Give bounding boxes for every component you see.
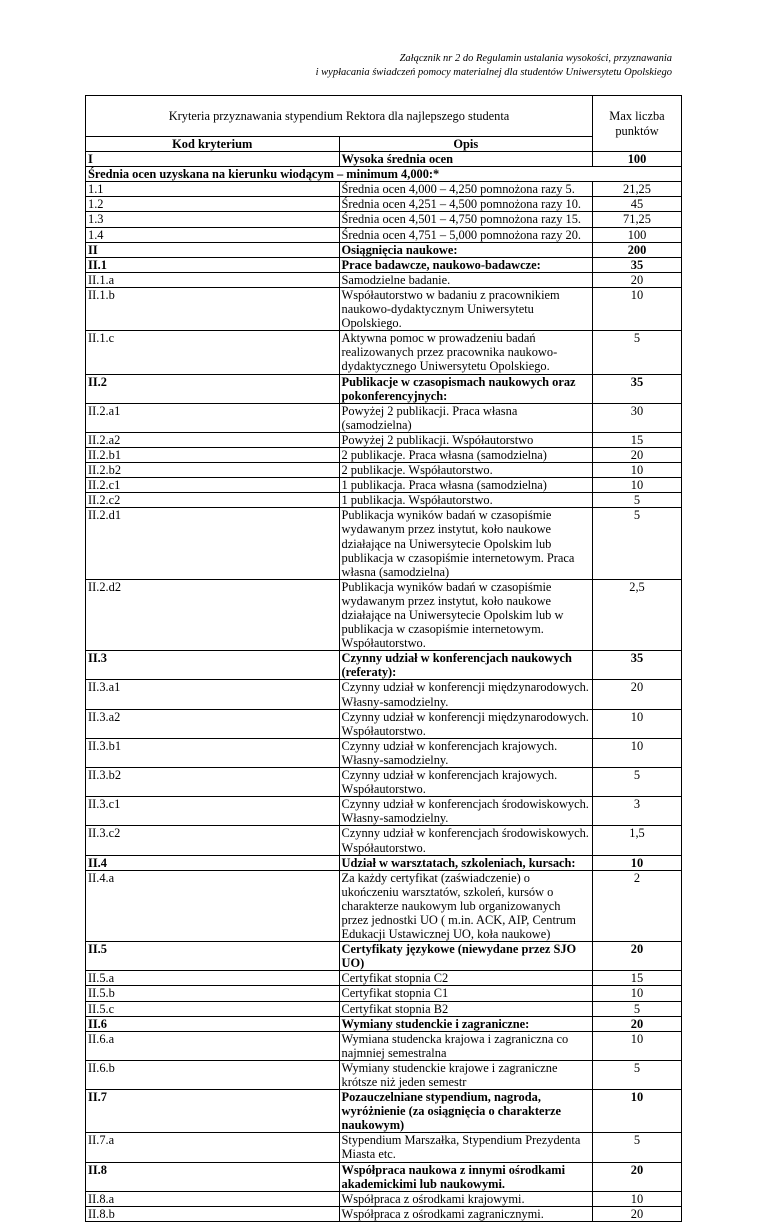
criterion-points: 10 bbox=[593, 463, 682, 478]
criterion-points: 20 bbox=[593, 1016, 682, 1031]
criterion-code: II.3.c2 bbox=[86, 826, 340, 855]
criterion-points: 200 bbox=[593, 242, 682, 257]
table-row bbox=[86, 463, 682, 478]
criterion-description: Czynny udział w konferencjach krajowych. Współautorstwo. bbox=[339, 768, 593, 797]
criterion-points: 20 bbox=[593, 680, 682, 709]
criterion-description: Wymiany studenckie i zagraniczne: bbox=[339, 1016, 593, 1031]
criterion-description: Osiągnięcia naukowe: bbox=[339, 242, 593, 257]
criterion-code: 1.2 bbox=[86, 197, 340, 212]
criterion-description: Średnia ocen 4,501 – 4,750 pomnożona razy 15. bbox=[339, 212, 593, 227]
criterion-description: Wymiana studencka krajowa i zagraniczna co najmniej semestralna bbox=[339, 1031, 593, 1060]
criterion-code: II.8.a bbox=[86, 1191, 340, 1206]
table-row bbox=[86, 197, 682, 212]
criterion-points: 10 bbox=[593, 287, 682, 330]
criterion-points: 30 bbox=[593, 403, 682, 432]
criterion-description: Certyfikat stopnia C2 bbox=[339, 971, 593, 986]
criterion-description: Czynny udział w konferencji międzynarodowych. Własny-samodzielny. bbox=[339, 680, 593, 709]
criterion-code: II.1.c bbox=[86, 331, 340, 374]
criterion-description: Współpraca z ośrodkami krajowymi. bbox=[339, 1191, 593, 1206]
criterion-code: II.1.a bbox=[86, 272, 340, 287]
table-row bbox=[86, 1001, 682, 1016]
criterion-points: 35 bbox=[593, 651, 682, 680]
criterion-points: 100 bbox=[593, 152, 682, 167]
criterion-description: Średnia ocen 4,251 – 4,500 pomnożona razy 10. bbox=[339, 197, 593, 212]
table-row bbox=[86, 152, 682, 167]
criterion-code: II.7 bbox=[86, 1090, 340, 1133]
criterion-points: 15 bbox=[593, 432, 682, 447]
criterion-description: Pozauczelniane stypendium, nagroda, wyróżnienie (za osiągnięcia o charakterze naukowym) bbox=[339, 1090, 593, 1133]
criterion-points: 10 bbox=[593, 709, 682, 738]
table-row bbox=[86, 167, 682, 182]
criterion-points: 10 bbox=[593, 986, 682, 1001]
header-line-1: Załącznik nr 2 do Regulamin ustalania wysokości, przyznawania bbox=[399, 53, 672, 64]
criterion-code: II.6.b bbox=[86, 1060, 340, 1089]
points-column-header: Max liczba punktów bbox=[593, 96, 682, 152]
criterion-code: II.3.a1 bbox=[86, 680, 340, 709]
criterion-code: II.2.c1 bbox=[86, 478, 340, 493]
criterion-code: II.3.b2 bbox=[86, 768, 340, 797]
criterion-description: Powyżej 2 publikacji. Praca własna (samodzielna) bbox=[339, 403, 593, 432]
criterion-points: 71,25 bbox=[593, 212, 682, 227]
code-column-header: Kod kryterium bbox=[86, 137, 340, 152]
criterion-points: 10 bbox=[593, 478, 682, 493]
criterion-description: Średnia ocen 4,751 – 5,000 pomnożona razy 20. bbox=[339, 227, 593, 242]
criterion-description: Czynny udział w konferencjach środowiskowych. Własny-samodzielny. bbox=[339, 797, 593, 826]
criterion-code: II.4 bbox=[86, 855, 340, 870]
table-row bbox=[86, 1162, 682, 1191]
criterion-code: II.3 bbox=[86, 651, 340, 680]
criterion-code: I bbox=[86, 152, 340, 167]
criterion-code: 1.4 bbox=[86, 227, 340, 242]
criterion-code: II.2.b2 bbox=[86, 463, 340, 478]
criterion-code: 1.1 bbox=[86, 182, 340, 197]
table-row bbox=[86, 1031, 682, 1060]
table-row bbox=[86, 1060, 682, 1089]
criterion-points: 20 bbox=[593, 1206, 682, 1221]
criterion-points: 1,5 bbox=[593, 826, 682, 855]
criterion-points: 5 bbox=[593, 493, 682, 508]
criterion-code: II.3.b1 bbox=[86, 738, 340, 767]
criterion-code: II.5.b bbox=[86, 986, 340, 1001]
criterion-code: II.4.a bbox=[86, 870, 340, 941]
criterion-code: II.2.d1 bbox=[86, 508, 340, 579]
criterion-code: II.3.a2 bbox=[86, 709, 340, 738]
criterion-code: 1.3 bbox=[86, 212, 340, 227]
criterion-points: 5 bbox=[593, 1060, 682, 1089]
table-row bbox=[86, 508, 682, 579]
table-row bbox=[86, 738, 682, 767]
criterion-points: 3 bbox=[593, 797, 682, 826]
criterion-points: 35 bbox=[593, 257, 682, 272]
header-line-2: i wypłacania świadczeń pomocy materialnej dla studentów Uniwersytetu Opolskiego bbox=[315, 67, 672, 78]
criterion-description: 1 publikacja. Współautorstwo. bbox=[339, 493, 593, 508]
criterion-description: Aktywna pomoc w prowadzeniu badań realizowanych przez pracownika naukowo-dydaktycznego Uniwersytetu Opolskiego. bbox=[339, 331, 593, 374]
table-row bbox=[86, 374, 682, 403]
table-row bbox=[86, 680, 682, 709]
criterion-description: Za każdy certyfikat (zaświadczenie) o ukończeniu warsztatów, szkoleń, kursów o charakterze naukowym lub organizowanych przez jednostki UO ( m.in. ACK, AIP, Centrum Edukacji Ustawicznej UO, koła naukowe) bbox=[339, 870, 593, 941]
table-row bbox=[86, 870, 682, 941]
criterion-description: 2 publikacje. Współautorstwo. bbox=[339, 463, 593, 478]
criterion-description: Średnia ocen 4,000 – 4,250 pomnożona razy 5. bbox=[339, 182, 593, 197]
table-row bbox=[86, 1206, 682, 1221]
table-row bbox=[86, 1016, 682, 1031]
criterion-description: Publikacje w czasopismach naukowych oraz pokonferencyjnych: bbox=[339, 374, 593, 403]
table-row bbox=[86, 986, 682, 1001]
table-row bbox=[86, 493, 682, 508]
table-row bbox=[86, 1090, 682, 1133]
table-row bbox=[86, 942, 682, 971]
criterion-description: Certyfikaty językowe (niewydane przez SJO UO) bbox=[339, 942, 593, 971]
table-row bbox=[86, 331, 682, 374]
criterion-points: 5 bbox=[593, 331, 682, 374]
criterion-points: 10 bbox=[593, 1191, 682, 1206]
criterion-description: Udział w warsztatach, szkoleniach, kursach: bbox=[339, 855, 593, 870]
criterion-points: 20 bbox=[593, 1162, 682, 1191]
criterion-description: Publikacja wyników badań w czasopiśmie wydawanym przez instytut, koło naukowe działające na Uniwersytecie Opolskim lub w publikacja w czasopiśmie internetowym. Współautorstwo. bbox=[339, 579, 593, 650]
criterion-points: 2 bbox=[593, 870, 682, 941]
table-row bbox=[86, 709, 682, 738]
table-row bbox=[86, 227, 682, 242]
criterion-points: 2,5 bbox=[593, 579, 682, 650]
criterion-description: Czynny udział w konferencjach krajowych. Własny-samodzielny. bbox=[339, 738, 593, 767]
table-row bbox=[86, 826, 682, 855]
criterion-points: 5 bbox=[593, 1133, 682, 1162]
table-row bbox=[86, 182, 682, 197]
criterion-code: II.6 bbox=[86, 1016, 340, 1031]
table-row bbox=[86, 971, 682, 986]
table-row bbox=[86, 797, 682, 826]
criterion-code: II.6.a bbox=[86, 1031, 340, 1060]
criterion-code: II.7.a bbox=[86, 1133, 340, 1162]
table-row bbox=[86, 1133, 682, 1162]
table-row bbox=[86, 272, 682, 287]
criterion-code: II bbox=[86, 242, 340, 257]
criterion-description: Współautorstwo w badaniu z pracownikiem naukowo-dydaktycznym Uniwersytetu Opolskiego. bbox=[339, 287, 593, 330]
criterion-code: II.2.b1 bbox=[86, 447, 340, 462]
table-row bbox=[86, 257, 682, 272]
criterion-code: II.1.b bbox=[86, 287, 340, 330]
criterion-points: 20 bbox=[593, 447, 682, 462]
table-row bbox=[86, 1191, 682, 1206]
table-row bbox=[86, 478, 682, 493]
criterion-description: Czynny udział w konferencjach środowiskowych. Współautorstwo. bbox=[339, 826, 593, 855]
criterion-code: II.8 bbox=[86, 1162, 340, 1191]
criterion-description: Współpraca naukowa z innymi ośrodkami akademickimi lub naukowymi. bbox=[339, 1162, 593, 1191]
criterion-points: 5 bbox=[593, 768, 682, 797]
criterion-description: Certyfikat stopnia B2 bbox=[339, 1001, 593, 1016]
criteria-table bbox=[85, 95, 682, 1222]
table-row bbox=[86, 651, 682, 680]
criterion-code: II.2.a1 bbox=[86, 403, 340, 432]
column-header-row bbox=[86, 137, 682, 152]
table-row bbox=[86, 447, 682, 462]
criterion-description: Wysoka średnia ocen bbox=[339, 152, 593, 167]
table-row bbox=[86, 403, 682, 432]
criterion-code: II.1 bbox=[86, 257, 340, 272]
criterion-description: Publikacja wyników badań w czasopiśmie wydawanym przez instytut, koło naukowe działające na Uniwersytecie Opolskim lub publikacja w czasopiśmie internetowym. Praca własna (samodzielna) bbox=[339, 508, 593, 579]
criterion-points: 100 bbox=[593, 227, 682, 242]
criterion-points: 5 bbox=[593, 508, 682, 579]
criterion-points: 10 bbox=[593, 1031, 682, 1060]
criterion-code: II.2.c2 bbox=[86, 493, 340, 508]
criterion-code: II.3.c1 bbox=[86, 797, 340, 826]
criterion-points: 10 bbox=[593, 855, 682, 870]
criterion-description: Wymiany studenckie krajowe i zagraniczne krótsze niż jeden semestr bbox=[339, 1060, 593, 1089]
section-note: Średnia ocen uzyskana na kierunku wiodącym – minimum 4,000:* bbox=[86, 167, 682, 182]
criterion-code: II.5.a bbox=[86, 971, 340, 986]
criterion-description: Stypendium Marszałka, Stypendium Prezydenta Miasta etc. bbox=[339, 1133, 593, 1162]
criterion-points: 35 bbox=[593, 374, 682, 403]
table-row bbox=[86, 212, 682, 227]
criterion-points: 20 bbox=[593, 942, 682, 971]
document-header bbox=[316, 52, 672, 80]
criterion-code: II.2 bbox=[86, 374, 340, 403]
criterion-description: Czynny udział w konferencji międzynarodowych. Współautorstwo. bbox=[339, 709, 593, 738]
criterion-description: 1 publikacja. Praca własna (samodzielna) bbox=[339, 478, 593, 493]
table-row bbox=[86, 855, 682, 870]
criterion-points: 21,25 bbox=[593, 182, 682, 197]
criterion-description: Samodzielne badanie. bbox=[339, 272, 593, 287]
criterion-code: II.2.a2 bbox=[86, 432, 340, 447]
criterion-code: II.5 bbox=[86, 942, 340, 971]
criterion-description: Współpraca z ośrodkami zagranicznymi. bbox=[339, 1206, 593, 1221]
table-row bbox=[86, 242, 682, 257]
table-row bbox=[86, 579, 682, 650]
criterion-points: 45 bbox=[593, 197, 682, 212]
criterion-points: 10 bbox=[593, 738, 682, 767]
criterion-points: 10 bbox=[593, 1090, 682, 1133]
criterion-points: 20 bbox=[593, 272, 682, 287]
criterion-code: II.8.b bbox=[86, 1206, 340, 1221]
criterion-points: 15 bbox=[593, 971, 682, 986]
criteria-rows bbox=[86, 152, 682, 1222]
criterion-description: 2 publikacje. Praca własna (samodzielna) bbox=[339, 447, 593, 462]
criterion-description: Czynny udział w konferencjach naukowych (referaty): bbox=[339, 651, 593, 680]
table-row bbox=[86, 287, 682, 330]
criterion-points: 5 bbox=[593, 1001, 682, 1016]
criterion-code: II.2.d2 bbox=[86, 579, 340, 650]
table-title: Kryteria przyznawania stypendium Rektora dla najlepszego studenta bbox=[86, 96, 593, 137]
table-row bbox=[86, 432, 682, 447]
description-column-header: Opis bbox=[339, 137, 593, 152]
criterion-description: Prace badawcze, naukowo-badawcze: bbox=[339, 257, 593, 272]
table-title-row bbox=[86, 96, 682, 137]
criterion-code: II.5.c bbox=[86, 1001, 340, 1016]
criterion-description: Powyżej 2 publikacji. Współautorstwo bbox=[339, 432, 593, 447]
criterion-description: Certyfikat stopnia C1 bbox=[339, 986, 593, 1001]
table-row bbox=[86, 768, 682, 797]
